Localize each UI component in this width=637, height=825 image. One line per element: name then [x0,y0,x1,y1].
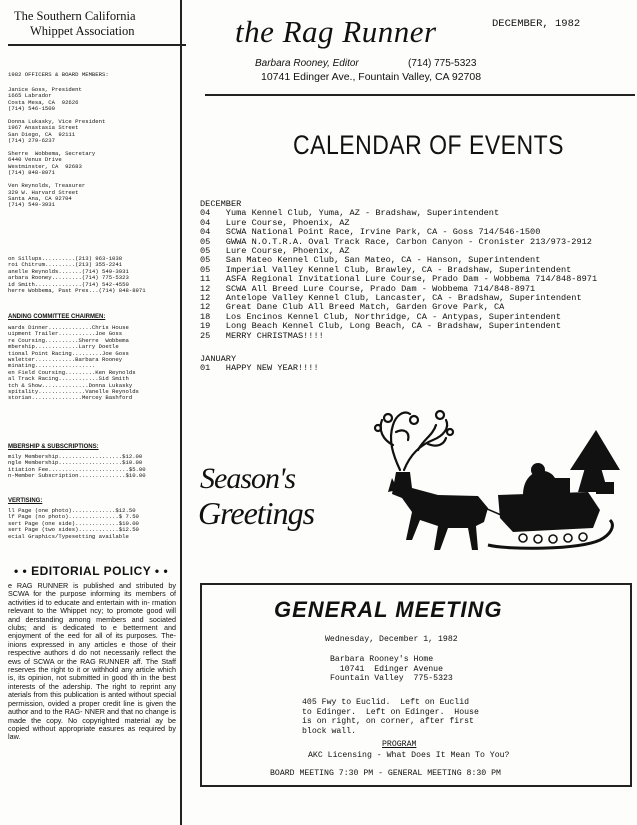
sidebar [8,8,178,818]
officers-title: 1982 OFFICERS & BOARD MEMBERS: [8,71,109,78]
committee-list: wards Dinner.............Chris House uipment Trailer...........Joe Goss re Coursing..........Sherre Wobbema mbership.............Larry Doetle tional Point Racing.........Joe Goss wsletter............Barbara Rooney minating.................. en Field Coursing.........Ken Reynolds al Track Racing............Sid Smith tch & Show..............Donna Lukasky spitality..............Vanelle Reynolds storian...............Mercey Bashford [8,324,139,402]
editor-address: 10741 Edinger Ave., Fountain Valley, CA 92708 [261,71,482,83]
issue-date: DECEMBER, 1982 [492,18,581,30]
advertising-list: ll Page (one photo).............$12.50 lf Page (no photo)...............$ 7.50 sert Page (one side).............$10.00 sert Page (two sides)............$12.50 ecial Graphics/Typesetting available [8,507,139,540]
committee-title: ANDING COMMITTEE CHAIRMEN: [8,314,106,320]
meeting-directions: 405 Fwy to Euclid. Left on Euclid to Edinger. Left on Edinger. House is on right, on corner, after first block wall. [302,698,479,736]
column-divider [180,0,182,825]
program-topic: AKC Licensing - What Does It Mean To You? [308,751,510,760]
meeting-location: Barbara Rooney's Home 10741 Edinger Avenue Fountain Valley 775-5323 [330,655,453,684]
calendar-title: CALENDAR OF EVENTS [293,130,564,160]
sidebar-divider [8,44,186,46]
greeting-line2: Greetings [198,495,315,531]
december-events: DECEMBER 04 Yuma Kennel Club, Yuma, AZ - Bradshaw, Superintendent 04 Lure Course, Phoenix, AZ 04 SCWA National Point Race, Irvine Park, CA - Goss 714/546-1500 05 GWWA N.O.T.R.A. Oval Track Race, Carbon Canyon - Cronister 213/973-2912 05 Lure Course, Phoenix, AZ 05 San Mateo Kennel Club, San Mateo, CA - Hanson, Superintendent 05 Imperial Valley Kennel Club, Brawley, CA - Bradshaw, Superintendent 11 ASFA Regional Invitational Lure Course, Prado Dam - Wobbema 714/848-8971 12 SCWA All Breed Lure Course, Prado Dam - Wobbema 714/848-8971 12 Antelope Valley Kennel Club, Lancaster, CA - Bradshaw, Superintendent 12 Great Dane Club All Breed Match, Garden Grove Park, CA 18 Los Encinos Kennel Club, Northridge, CA - Antypas, Superintendent 19 Long Beach Kennel Club, Long Beach, CA - Bradshaw, Superintendent 25 MERRY CHRISTMAS!!!! [200,199,598,341]
membership-title: MBERSHIP & SUBSCRIPTIONS: [8,444,99,450]
org-name-line1: The Southern California [14,9,136,23]
membership-list: mily Membership...................$12.00 ngle Membership...................$10.00 itiation Fee........................$5.00 n-Member Subscription..............$10.00 [8,453,146,480]
directory-list: on Sillups..........(213) 963-1038 roi Chitrum.........(213) 355-2241 anelle Reynolds.......(714) 549-3931 arbara Rooney.........(714) 775-5323 id Smith..............(714) 542-4550 herre Wobbema, Past Pres...(714) 848-8971 [8,255,146,295]
general-meeting-box [200,583,632,787]
reindeer-sleigh-illustration [338,400,628,565]
masthead-rule [205,94,635,96]
january-events: JANUARY 01 HAPPY NEW YEAR!!!! [200,354,319,374]
advertising-title: VERTISING: [8,498,43,504]
editorial-policy-text: e RAG RUNNER is published and stributed by SCWA for the purpose informing its members of activities id to educate and entertain with in- rmation relevant to the Whippet ncy; to promote good will and derstanding among members and sociated clubs; and is dedicated to e betterment and enjoyment of the eed for all of its purposes. The- inions expressed in any articles e those of their respective authors d do not necessarily reflect the ews of SCWA or the RAG RUNNER aff. The Staff reserves the right to it or withhold any article which is, its opinion, not submitted in good ith in the best interests of the adership. The right to reprint any aterials from this publication is anted without special permission, ovided a proper credit line is given the author and to the RAG- NNER and that no change is made the copy. No copyrighted material ay be copied without appropriate easures as required by law. [8,581,176,742]
meeting-date: Wednesday, December 1, 1982 [325,635,458,644]
meeting-times: BOARD MEETING 7:30 PM - GENERAL MEETING 8:30 PM [270,769,501,778]
editor-name: Barbara Rooney, Editor [255,58,359,69]
editorial-policy-title: • • EDITORIAL POLICY • • [14,564,169,578]
greeting-line1: Season's [200,462,296,495]
masthead-title: the Rag Runner [235,14,437,49]
org-name-line2: Whippet Association [30,24,135,38]
meeting-title: GENERAL MEETING [274,597,503,622]
editor-phone: (714) 775-5323 [408,58,477,69]
program-label: PROGRAM [382,740,417,749]
officers-list: Janice Goss, President 1665 Labrador Costa Mesa, CA 92626 (714) 546-1500 Donna Lukasky, Vice President 1967 Anastasia Street San Diego, CA 92111 (714) 279-6237 Sherre Wobbema, Secretary 6440 Venus Drive Westminster, CA 92683 (714) 848-8971 Ven Reynolds, Treasurer 329 W. Harvard Street Santa Ana, CA 92704 (714) 549-3931 [8,86,106,209]
